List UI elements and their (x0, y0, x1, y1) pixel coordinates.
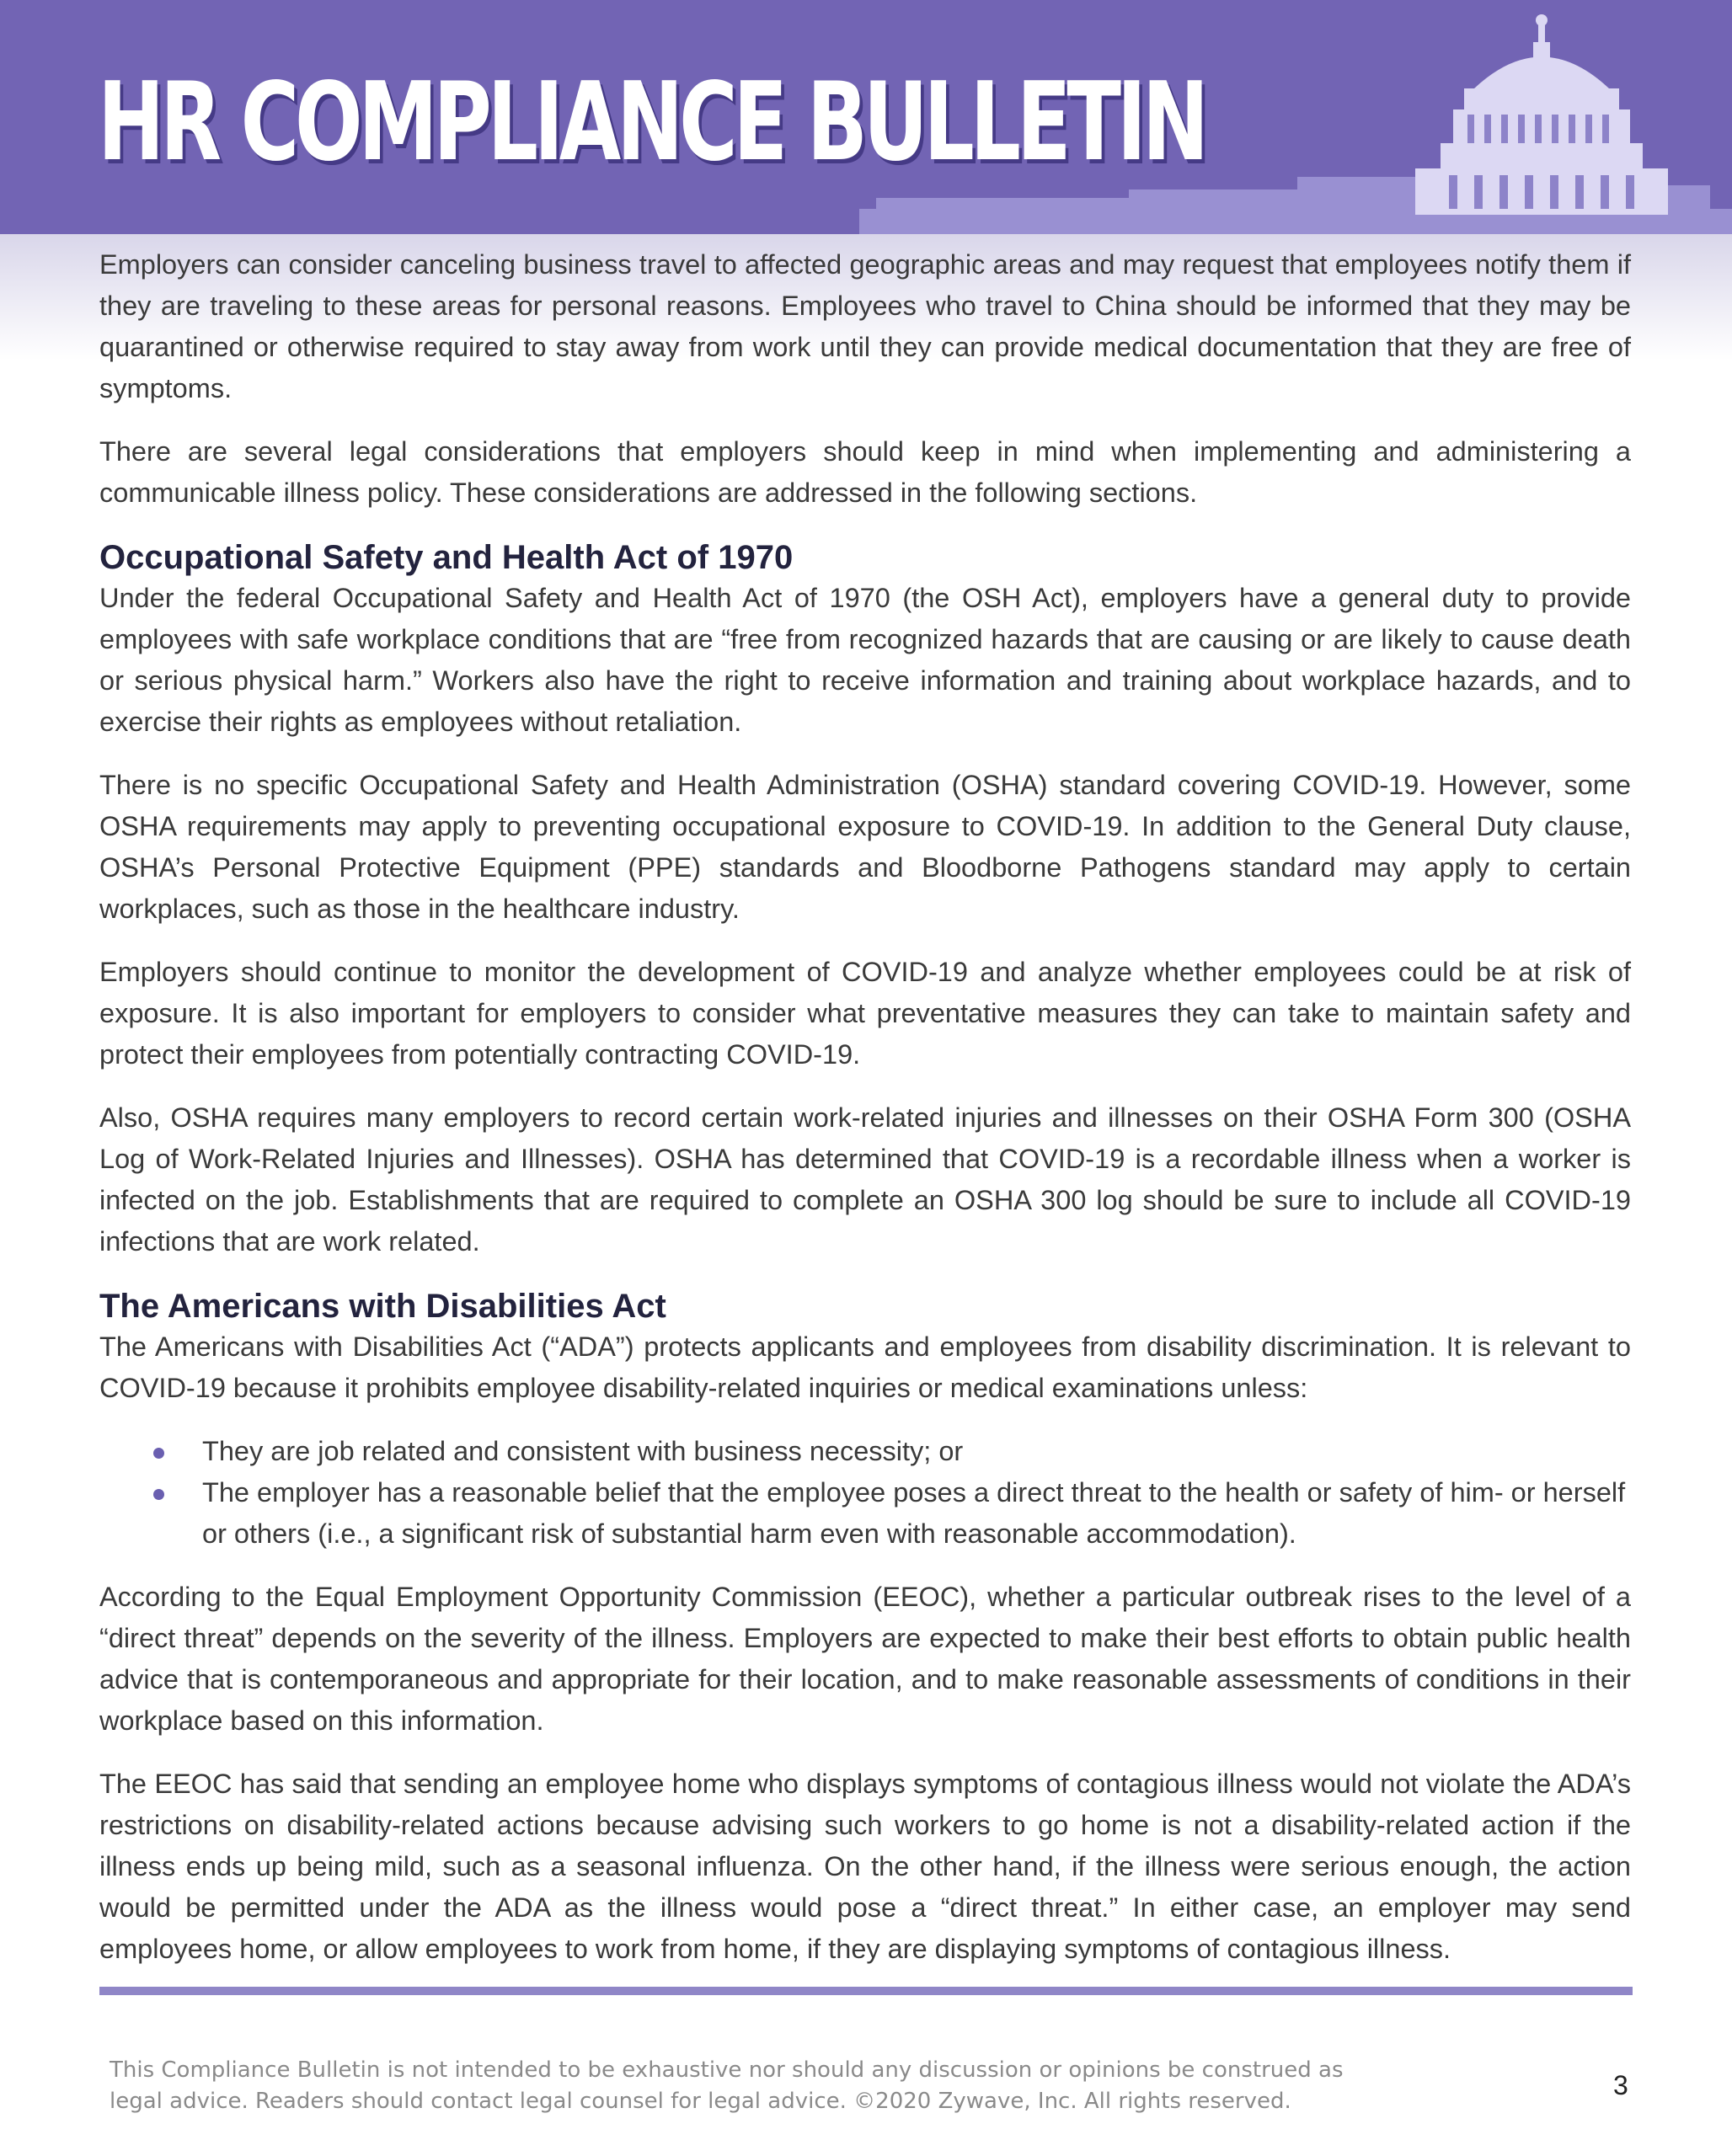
footer-disclaimer (110, 2055, 1457, 2117)
footer-divider (99, 1987, 1633, 1995)
page-number: 3 (1613, 2070, 1628, 2100)
heading-osh-act: Occupational Safety and Health Act of 1970 (99, 539, 794, 576)
paragraph-eeoc-direct-threat: According to the Equal Employment Opportunity Commission (EEOC), whether a particular outbreak rises to the level of a “direct threat” depends on the severity of the illness. Employers are expected to make their best efforts to obtain public health advice that is contemporaneous and appropriate for their location, and to make reasonable assessments of conditions in their workplace based on this information. (99, 1582, 1631, 1736)
disclaimer-line: This Compliance Bulletin is not intended to be exhaustive nor should any discussion or opinions be construed as (110, 2057, 1344, 2083)
bulletin-title: HR COMPLIANCE BULLETIN (98, 60, 1205, 185)
paragraph-monitor: Employers should continue to monitor the development of COVID-19 and analyze whether employees could be at risk of exposure. It is also important for employers to consider what preventative measures they can take to maintain safety and protect their employees from potentially contracting COVID-19. (99, 957, 1631, 1070)
heading-ada: The Americans with Disabilities Act (99, 1288, 666, 1325)
capitol-building-icon (859, 8, 1732, 234)
article-body (99, 244, 1631, 1992)
paragraph-osha-form-300: Also, OSHA requires many employers to record certain work-related injuries and illnesses on their OSHA Form 300 (OSHA Log of Work-Related Injuries and Illnesses). OSHA has determined that COVID-19 is a recordable illness when a worker is infected on the job. Establishments that are required to complete an OSHA 300 log should be sure to include all COVID-19 infections that are work related. (99, 1102, 1631, 1257)
paragraph-ada: The Americans with Disabilities Act (“ADA”) protects applicants and employees from disability discrimination. It is relevant to COVID-19 because it prohibits employee disability-related inquiries or medical examinations unless: (99, 1331, 1631, 1403)
paragraph-osh-act: Under the federal Occupational Safety and Health Act of 1970 (the OSH Act), employers have a general duty to provide employees with safe workplace conditions that are “free from recognized hazards that are causing or are likely to cause death or serious physical harm.” Workers also have the right to receive information and training about workplace hazards, and to exercise their rights as employees without retaliation. (99, 583, 1631, 737)
paragraph-legal-considerations: There are several legal considerations that employers should keep in mind when implementing and administering a communicable illness policy. These considerations are addressed in the following sections. (99, 436, 1631, 508)
ada-conditions-list (99, 1431, 1631, 1555)
header-banner (0, 0, 1732, 234)
paragraph-osha-standard: There is no specific Occupational Safety and Health Administration (OSHA) standard covering COVID-19. However, some OSHA requirements may apply to preventing occupational exposure to COVID-19. In addition to the General Duty clause, OSHA’s Personal Protective Equipment (PPE) standards and Bloodborne Pathogens standard may apply to certain workplaces, such as those in the healthcare industry. (99, 770, 1631, 924)
list-item: They are job related and consistent with business necessity; or (202, 1431, 1631, 1472)
paragraph-travel: Employers can consider canceling business travel to affected geographic areas and may request that employees notify them if they are traveling to these areas for personal reasons. Employees who travel to China should be informed that they may be quarantined or otherwise required to stay away from work until they can provide medical documentation that they are free of symptoms. (99, 249, 1631, 403)
paragraph-eeoc-sending-home: The EEOC has said that sending an employee home who displays symptoms of contagious illness would not violate the ADA’s restrictions on disability-related actions because advising such workers to go home is not a disability-related action if the illness ends up being mild, such as a seasonal influenza. On the other hand, if the illness were serious enough, the action would be permitted under the ADA as the illness would pose a “direct threat.” In either case, an employer may send employees home, or allow employees to work from home, if they are displaying symptoms of contagious illness. (99, 1769, 1631, 1964)
disclaimer-line: legal advice. Readers should contact legal counsel for legal advice. ©2020 Zywave, Inc. All rights reserved. (110, 2089, 1291, 2114)
list-item: The employer has a reasonable belief that the employee poses a direct threat to the health or safety of him- or herself or others (i.e., a significant risk of substantial harm even with reasonable accommodation). (202, 1472, 1631, 1555)
